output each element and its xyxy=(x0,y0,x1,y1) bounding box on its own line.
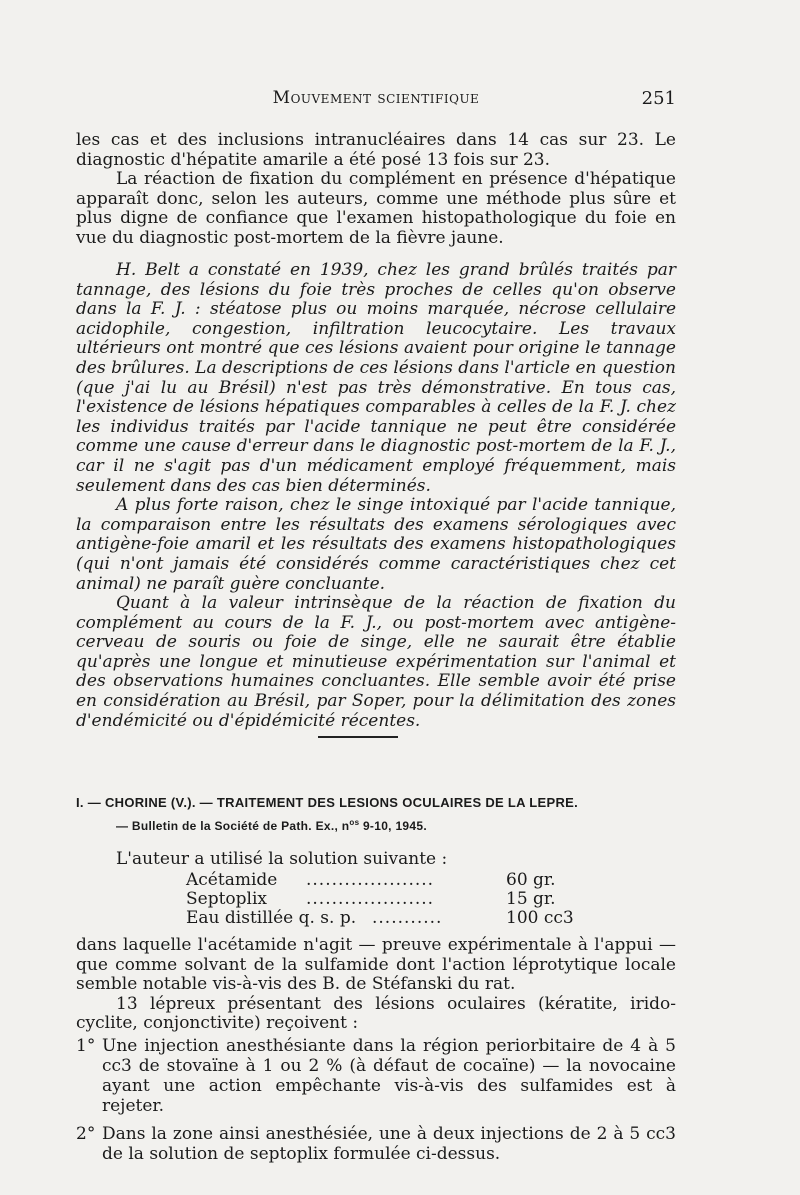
list-item: 2° Dans la zone ainsi anesthésiée, une à deux injections de 2 à 5 cc3 de la solution de septoplix formulée ci-dessus. xyxy=(76,1123,676,1164)
editor-commentary xyxy=(76,261,676,731)
reference-source: — Bulletin de la Société de Path. Ex., $n^{os}$ 9-10, 1945. xyxy=(116,818,427,833)
reference-title: I. — CHORINE (V.). — TRAITEMENT DES LESIONS OCULAIRES DE LA LEPRE. xyxy=(76,795,579,810)
commentary-paragraph: H. Belt a constaté en 1939, chez les grand brûlés traités par tannage, des lésions du foie très proches de celles qu'on observe dans la F. J. : stéatose plus ou moins marquée, nécrose cellulaire acidophile, congestion, infiltration leucocytaire. Les travaux ultérieurs ont montré que ces lésions avaient pour origine le tannage des brûlures. La descriptions de ces lésions dans l'article en question (que j'ai lu au Brésil) n'est pas très démonstrative. En tous cas, l'existence de lésions hépatiques comparables à celles de la F. J. chez les individus traités par l'acide tannique ne peut être considérée comme une cause d'erreur dans le diagnostic post-mortem de la F. J., car il ne s'agit pas d'un médicament employé fréquemment, mais seulement dans des cas bien déterminés. xyxy=(76,260,676,496)
paragraph: 13 lépreux présentant des lésions oculaires (kératite, irido-cyclite, conjonctivite) reçoivent : xyxy=(76,993,676,1034)
commentary-paragraph: A plus forte raison, chez le singe intoxiqué par l'acide tannique, la comparaison entre les résultats des examens sérologiques avec antigène-foie amaril et les résultats des examens histopathologiques (qui n'ont jamais été considérés comme caractéristiques chez cet animal) ne paraît guère concluante. xyxy=(76,495,676,594)
running-head xyxy=(76,88,676,114)
formula-row: Eau distillée q. s. p. ........... 100 cc3 xyxy=(186,908,574,928)
commentary-paragraph: Quant à la valeur intrinsèque de la réaction de fixation du complément au cours de la F. J., ou post-mortem avec antigène-cerveau de souris ou foie de singe, elle ne saurait être établie qu'après une longue et minutieuse expérimentation sur l'animal et des observations humaines concluantes. Elle semble avoir été prise en considération au Brésil, par Soper, pour la délimitation des zones d'endémicité ou d'épidémicité récentes. xyxy=(76,593,676,731)
method-text xyxy=(76,936,676,1164)
formula-table xyxy=(186,871,586,928)
formula-row: Acétamide .................... 60 gr. xyxy=(186,870,556,890)
formula-row: Septoplix .................... 15 gr. xyxy=(186,889,556,909)
section-divider xyxy=(318,736,398,738)
section-continued-text xyxy=(76,131,676,249)
list-item: 1° Une injection anesthésiante dans la région periorbitaire de 4 à 5 cc3 de stovaïne à 1 ou 2 % (à défaut de cocaïne) — la novocaine ayant une action empêchante vis-à-vis des sulfamides est à rejeter. xyxy=(76,1035,676,1116)
page-number: 251 xyxy=(641,88,676,109)
article-reference xyxy=(76,793,696,836)
paragraph: dans laquelle l'acétamide n'agit — preuve expérimentale à l'appui — que comme solvant de la sulfamide dont l'action léprotytique locale semble notable vis-à-vis des B. de Stéfanski du rat. xyxy=(76,935,676,995)
running-title: Mouvement scientifique xyxy=(272,88,480,108)
paragraph: les cas et des inclusions intranucléaires dans 14 cas sur 23. Le diagnostic d'hépatite amarile a été posé 13 fois sur 23. xyxy=(76,130,676,170)
paragraph: L'auteur a utilisé la solution suivante : xyxy=(116,849,448,869)
intro-text xyxy=(76,850,676,870)
paragraph: La réaction de fixation du complément en présence d'hépatique apparaît donc, selon les auteurs, comme une méthode plus sûre et plus digne de confiance que l'examen histopathologique du foie en vue du diagnostic post-mortem de la fièvre jaune. xyxy=(76,169,676,248)
